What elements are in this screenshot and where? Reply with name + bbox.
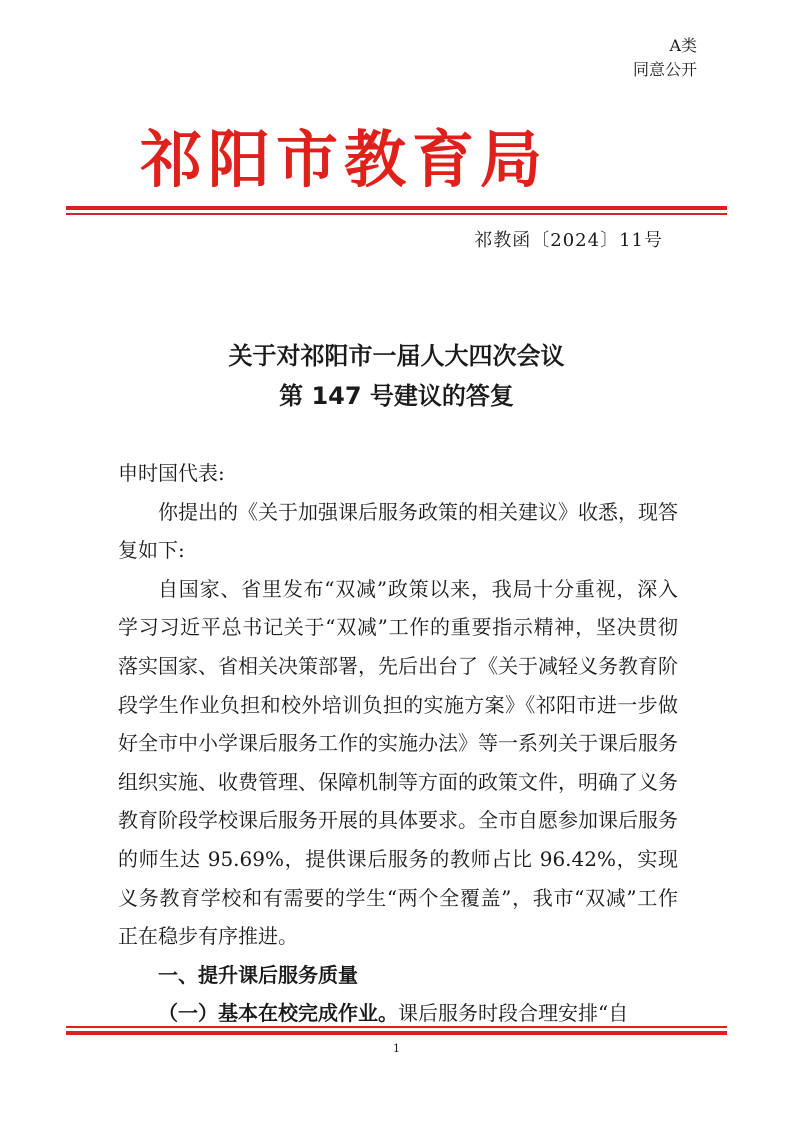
masthead-rule-thin	[66, 213, 727, 215]
disclosure-status: 同意公开	[632, 60, 697, 79]
subsection-1-label: （一）基本在校完成作业。	[158, 1001, 398, 1026]
classification-category: A类	[669, 36, 697, 55]
subsection-1-text: 课后服务时段合理安排“自	[398, 1001, 629, 1026]
title-line-2: 第 147 号建议的答复	[279, 382, 514, 410]
masthead-rule-thick	[66, 206, 727, 210]
paragraph-background: 自国家、省里发布“双减”政策以来，我局十分重视，深入学习习近平总书记关于“双减”工作的重要指示精神，坚决贯彻落实国家、省相关决策部署，先后出台了《关于减轻义务教育阶段学生作业负担和校外培训负担的实施方案》《祁阳市进一步做好全市中小学课后服务工作的实施办法》等一系列关于课后服务组织实施、收费管理、保障机制等方面的政策文件，明确了义务教育阶段学校课后服务开展的具体要求。全市自愿参加课后服务的师生达 95.69%，提供课后服务的教师占比 96.42%，实现义务教育学校和有需要的学生“两个全覆盖”，我市“双减”工作正在稳步有序推进。	[118, 576, 678, 949]
document-body	[118, 454, 678, 1033]
footer-rule-thin	[66, 1026, 727, 1028]
masthead-org-name: 祁阳市教育局	[140, 123, 549, 196]
document-number: 祁教函〔2024〕11号	[474, 230, 663, 251]
classification-block	[633, 34, 697, 82]
page-number: 1	[393, 1042, 400, 1055]
document-title	[0, 336, 793, 416]
salutation: 申时国代表:	[118, 461, 225, 485]
footer-rule-thick	[66, 1031, 727, 1035]
section-heading-1: 一、提升课后服务质量	[158, 962, 358, 987]
title-line-1: 关于对祁阳市一届人大四次会议	[228, 342, 565, 370]
paragraph-intro: 你提出的《关于加强课后服务政策的相关建议》收悉，现答复如下:	[118, 499, 678, 563]
